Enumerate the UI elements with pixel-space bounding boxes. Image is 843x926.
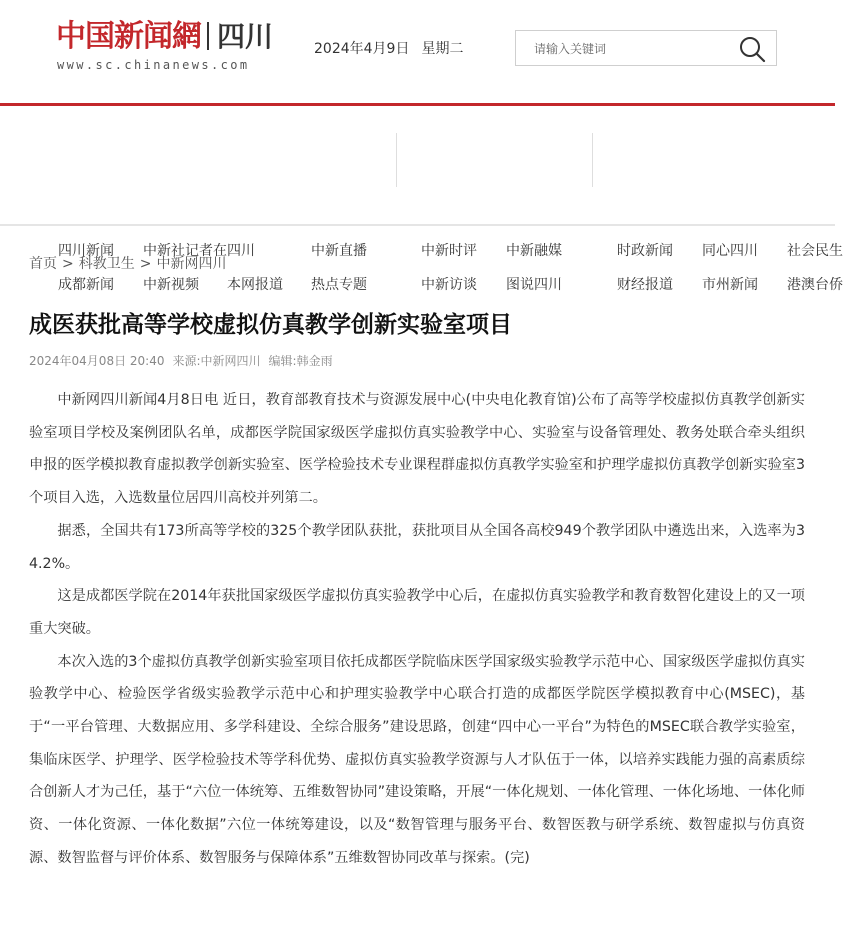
breadcrumb bbox=[29, 253, 226, 273]
article-source: 来源:中新网四川 bbox=[172, 354, 261, 368]
search-button[interactable] bbox=[738, 35, 766, 63]
nav-video[interactable]: 中新视频 bbox=[143, 277, 199, 293]
article-datetime: 2024年04月08日 20:40 bbox=[29, 354, 165, 368]
breadcrumb-category[interactable]: 科教卫生 bbox=[78, 256, 135, 272]
date-text: 2024年4月9日 bbox=[314, 41, 410, 57]
nav-divider bbox=[592, 133, 593, 187]
logo-divider bbox=[207, 22, 209, 50]
logo-chinanews: 中国新闻網 bbox=[56, 19, 201, 54]
nav-finance[interactable]: 财经报道 bbox=[617, 277, 673, 293]
site-logo[interactable] bbox=[56, 18, 273, 56]
weekday-text: 星期二 bbox=[421, 41, 464, 57]
breadcrumb-separator: > bbox=[139, 256, 152, 272]
nav-divider bbox=[396, 133, 397, 187]
breadcrumb-separator: > bbox=[62, 256, 74, 272]
logo-url: www.sc.chinanews.com bbox=[57, 58, 250, 72]
article-body bbox=[29, 384, 805, 875]
nav-site-reports[interactable]: 本网报道 bbox=[227, 277, 283, 293]
nav-interviews[interactable]: 中新访谈 bbox=[421, 277, 477, 293]
nav-chengdu-news[interactable]: 成都新闻 bbox=[58, 277, 114, 293]
article-paragraph: 据悉，全国共有173所高等学校的325个教学团队获批，获批项目从全国各高校949个教学团队中遴选出来，入选率为34.2%。 bbox=[29, 522, 805, 572]
article-paragraph: 中新网四川新闻4月8日电 近日，教育部教育技术与资源发展中心(中央电化教育馆)公布了高等学校虚拟仿真教学创新实验室项目学校及案例团队名单，成都医学院国家级医学虚拟仿真实验教学中心、实验室与设备管理处、教务处联合牵头组织申报的医学模拟教育虚拟教学创新实验室、医学检验技术专业课程群虚拟仿真教学实验室和护理学虚拟仿真教学创新实验室3个项目入选，入选数量位居四川高校并列第二。 bbox=[29, 392, 805, 507]
nav-photo-sichuan[interactable]: 图说四川 bbox=[506, 277, 562, 293]
search-box bbox=[515, 30, 777, 66]
article-editor: 编辑:韩金雨 bbox=[268, 354, 333, 368]
nav-sichuan-news[interactable]: 四川新闻 bbox=[58, 243, 114, 259]
nav-topics[interactable]: 热点专题 bbox=[311, 277, 367, 293]
logo-region: 四川 bbox=[217, 20, 274, 53]
nav-hk-macau-taiwan[interactable]: 港澳台侨 bbox=[787, 277, 843, 293]
search-icon bbox=[738, 35, 766, 63]
article-paragraph: 这是成都医学院在2014年获批国家级医学虚拟仿真实验教学中心后，在虚拟仿真实验教学和教育数智化建设上的又一项重大突破。 bbox=[29, 588, 805, 637]
breadcrumb-channel[interactable]: 中新网四川 bbox=[156, 256, 227, 272]
nav-society[interactable]: 社会民生 bbox=[787, 243, 843, 259]
article-meta bbox=[29, 352, 341, 369]
header-date bbox=[314, 38, 475, 58]
nav-media[interactable]: 中新融媒 bbox=[506, 243, 562, 259]
nav-politics[interactable]: 时政新闻 bbox=[617, 243, 673, 259]
nav-tongxin-sichuan[interactable]: 同心四川 bbox=[702, 243, 758, 259]
search-input[interactable] bbox=[534, 39, 734, 59]
article-title: 成医获批高等学校虚拟仿真教学创新实验室项目 bbox=[29, 312, 512, 338]
site-header bbox=[0, 0, 835, 106]
breadcrumb-home[interactable]: 首页 bbox=[29, 256, 57, 272]
article-paragraph: 本次入选的3个虚拟仿真教学创新实验室项目依托成都医学院临床医学国家级实验教学示范中心、国家级医学虚拟仿真实验教学中心、检验医学省级实验教学示范中心和护理实验教学中心联合打造的成都医学院医学模拟教育中心(MSEC)，基于“一平台管理、大数据应用、多学科建设、全综合服务”建设思路，创建“四中心一平台”为特色的MSEC联合教学实验室，集临床医学、护理学、医学检验技术等学科优势、虚拟仿真实验教学资源与人才队伍于一体，以培养实践能力强的高素质综合创新人才为己任，基于“六位一体统筹、五维数智协同”建设策略，开展“一体化规划、一体化管理、一体化场地、一体化师资、一体化资源、一体化数据”六位一体统筹建设，以及“数智管理与服务平台、数智医教与研学系统、数智虚拟与仿真资源、数智监督与评价体系、数智服务与保障体系”五维数智协同改革与探索。(完) bbox=[29, 653, 805, 866]
nav-commentary[interactable]: 中新时评 bbox=[421, 243, 477, 259]
nav-live[interactable]: 中新直播 bbox=[311, 243, 367, 259]
nav-city-news[interactable]: 市州新闻 bbox=[702, 277, 758, 293]
nav-reporters-in-sichuan[interactable]: 中新社记者在四川 bbox=[143, 243, 255, 259]
